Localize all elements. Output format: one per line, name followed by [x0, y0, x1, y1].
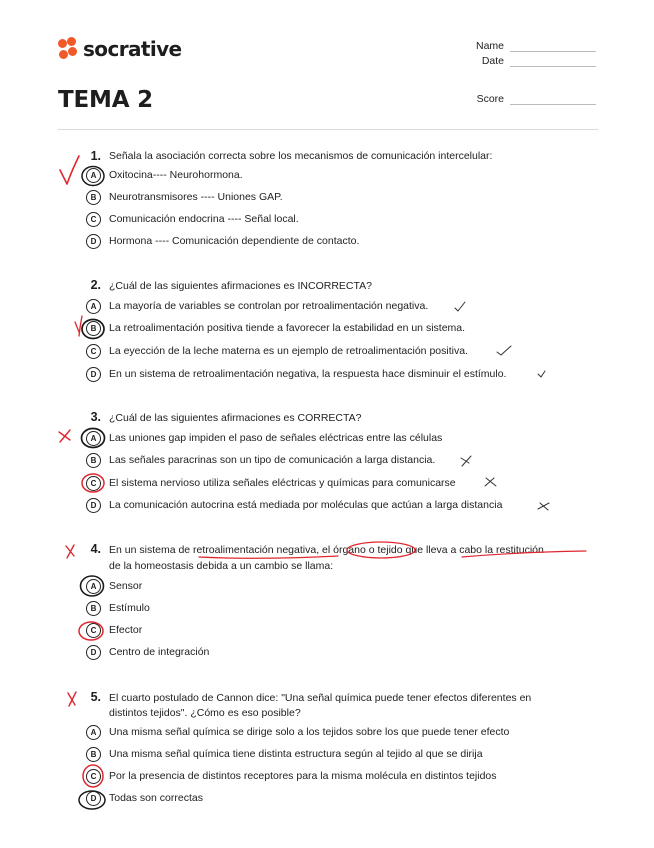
option-bubble-a[interactable]: A — [86, 299, 101, 314]
date-field[interactable] — [462, 55, 596, 67]
option-bubble-d[interactable]: D — [86, 234, 101, 249]
check-icon — [497, 346, 511, 355]
option-bubble-a[interactable]: A — [86, 168, 101, 183]
option-text: Las señales paracrinas son un tipo de comunicación a larga distancia. — [109, 454, 436, 466]
option-bubble-a[interactable]: A — [86, 579, 101, 594]
red-tick-icon — [75, 316, 82, 336]
option-text: Una misma señal química tiene distinta estructura según al tejido al que se dirija — [109, 748, 483, 760]
option-text: Por la presencia de distintos receptores para la misma molécula en distintos tejidos — [109, 770, 497, 782]
option-bubble-b[interactable]: B — [86, 453, 101, 468]
option-text: Las uniones gap impiden el paso de señales eléctricas entre las células — [109, 432, 443, 444]
option-text: El sistema nervioso utiliza señales eléctricas y químicas para comunicarse — [109, 477, 456, 489]
score-label: Score — [476, 93, 504, 105]
option-bubble-d[interactable]: D — [86, 367, 101, 382]
cross-mark-icon — [461, 456, 471, 466]
question-text: ¿Cuál de las siguientes afirmaciones es CORRECTA? — [109, 412, 362, 424]
cross-mark-icon — [538, 503, 549, 510]
socrative-logo-icon — [58, 37, 78, 61]
option-text: Estímulo — [109, 602, 150, 614]
question-text-line1: En un sistema de retroalimentación negativa, el órgano o tejido que lleva a cabo la restitución — [109, 544, 544, 556]
check-icon — [455, 302, 465, 311]
red-check-icon — [60, 156, 79, 184]
question-text-line2: de la homeostasis debida a un cambio se llama: — [109, 560, 334, 572]
option-text: La eyección de la leche materna es un ejemplo de retroalimentación positiva. — [109, 345, 468, 357]
option-text: Efector — [109, 624, 143, 636]
option-bubble-b[interactable]: B — [86, 321, 101, 336]
option-bubble-c[interactable]: C — [86, 769, 101, 784]
option-bubble-c[interactable]: C — [86, 344, 101, 359]
option-text: La comunicación autocrina está mediada por moléculas que actúan a larga distancia — [109, 499, 503, 511]
question-number: 2. — [90, 278, 101, 292]
option-bubble-b[interactable]: B — [86, 190, 101, 205]
cross-mark-icon — [485, 478, 496, 486]
brand-name: socrative — [83, 37, 182, 61]
option-text: Sensor — [109, 580, 143, 592]
option-bubble-d[interactable]: D — [86, 791, 101, 806]
option-text: Hormona ---- Comunicación dependiente de contacto. — [109, 235, 360, 247]
option-bubble-c[interactable]: C — [86, 623, 101, 638]
name-field[interactable] — [462, 40, 596, 52]
question-number: 5. — [90, 690, 101, 704]
option-bubble-b[interactable]: B — [86, 601, 101, 616]
question-number: 4. — [90, 542, 101, 556]
option-text: Una misma señal química se dirige solo a los tejidos sobre los que puede tener efecto — [109, 726, 510, 738]
red-x-icon — [66, 545, 74, 558]
name-line[interactable] — [510, 42, 596, 52]
option-bubble-d[interactable]: D — [86, 645, 101, 660]
socrative-logo — [58, 37, 181, 61]
option-text: La retroalimentación positiva tiende a favorecer la estabilidad en un sistema. — [109, 322, 466, 334]
page-title: TEMA 2 — [58, 87, 153, 113]
option-text: Neurotransmisores ---- Uniones GAP. — [109, 191, 283, 203]
red-x-icon — [59, 430, 70, 442]
question-text-line2: distintos tejidos". ¿Cómo es eso posible? — [109, 707, 301, 719]
question-text: Señala la asociación correcta sobre los mecanismos de comunicación intercelular: — [109, 150, 493, 162]
option-bubble-c[interactable]: C — [86, 476, 101, 491]
question-text: ¿Cuál de las siguientes afirmaciones es INCORRECTA? — [109, 280, 372, 292]
option-bubble-d[interactable]: D — [86, 498, 101, 513]
header-divider — [58, 129, 598, 130]
option-bubble-a[interactable]: A — [86, 431, 101, 446]
name-label: Name — [475, 40, 504, 52]
question-number: 1. — [90, 149, 101, 163]
option-text: Centro de integración — [109, 646, 210, 658]
score-line[interactable] — [510, 95, 596, 105]
option-text: En un sistema de retroalimentación negativa, la respuesta hace disminuir el estímulo. — [109, 368, 507, 380]
option-bubble-a[interactable]: A — [86, 725, 101, 740]
red-x-icon — [68, 692, 76, 706]
option-bubble-c[interactable]: C — [86, 212, 101, 227]
option-bubble-b[interactable]: B — [86, 747, 101, 762]
question-number: 3. — [90, 410, 101, 424]
option-text: Comunicación endocrina ---- Señal local. — [109, 213, 299, 225]
date-label: Date — [481, 55, 504, 67]
option-text: Oxitocina---- Neurohormona. — [109, 169, 243, 181]
option-text: La mayoría de variables se controlan por retroalimentación negativa. — [109, 300, 429, 312]
question-text-line1: El cuarto postulado de Cannon dice: "Una señal química puede tener efectos diferentes en — [109, 692, 532, 704]
option-text: Todas son correctas — [109, 792, 203, 804]
date-line[interactable] — [510, 57, 596, 67]
check-icon — [538, 371, 545, 377]
score-field[interactable] — [462, 93, 596, 105]
